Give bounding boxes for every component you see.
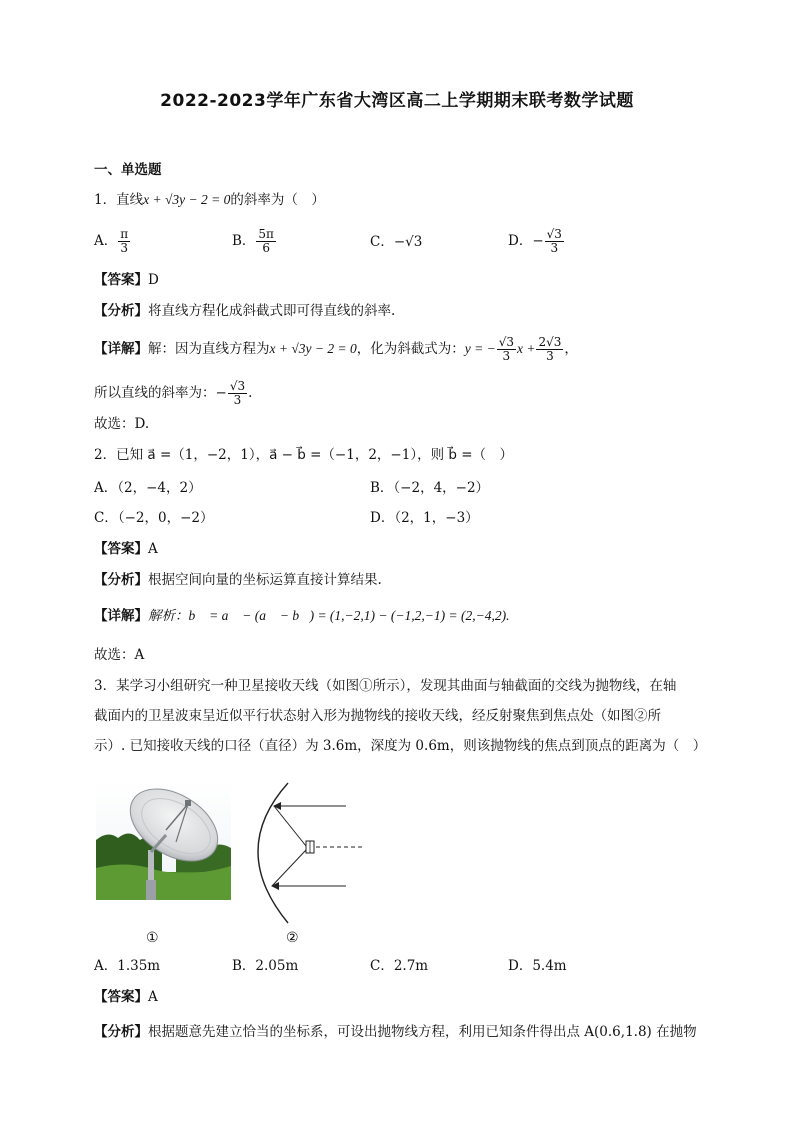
q1-conclusion-den: 3 [233, 393, 242, 407]
q1-detail-eq: x + √3y − 2 = 0 [269, 341, 357, 356]
q1-option-d [508, 228, 565, 255]
q1-detail-text-e: ， [564, 341, 578, 357]
q1-detail [94, 336, 578, 363]
answer-tag: 【答案】 [94, 272, 148, 288]
question-3-line-1: 3．某学习小组研究一种卫星接收天线（如图①所示），发现其曲面与轴截面的交线为抛物线，在轴 [94, 678, 677, 694]
q1-opt-b-label: B． [232, 233, 256, 249]
answer-tag: 【答案】 [94, 989, 148, 1005]
q1-opt-d-den: 3 [550, 241, 559, 255]
q1-answer-value: D [148, 272, 159, 288]
q3-option-b: B．2.05m [232, 958, 299, 974]
figure-2-caption: ② [286, 930, 299, 946]
q1-opt-a-den: 3 [120, 241, 129, 255]
q3-analysis-text: 根据题意先建立恰当的坐标系，可设出抛物线方程，利用已知条件得出点 A(0.6,1.8) 在抛物 [148, 1024, 697, 1040]
q1-detail-x: x + [516, 341, 536, 356]
question-1-stem [94, 190, 325, 210]
q2-detail-text: 解析：b⃗ = a⃗ − (a⃗ − b⃗) = (1,−2,1) − (−1,2,−1) = (2,−4,2). [148, 608, 510, 623]
q2-analysis [94, 570, 382, 590]
q3-option-c: C．2.7m [370, 958, 429, 974]
q1-option-c: C．−√3 [370, 234, 423, 250]
satellite-dish-photo [96, 780, 231, 900]
q1-analysis [94, 301, 395, 321]
q2-analysis-text: 根据空间向量的坐标运算直接计算结果. [148, 572, 382, 588]
q1-detail-text-b: ，化为斜截式为： [356, 341, 465, 357]
analysis-tag: 【分析】 [94, 1024, 148, 1040]
q1-answer [94, 270, 159, 290]
q1-detail-text-a: 解：因为直线方程为 [148, 341, 270, 357]
q1-opt-b-den: 6 [262, 241, 270, 255]
q1-stem-prefix: 1．直线 [94, 192, 144, 208]
q1-detail-frac2-num: 2√3 [538, 335, 562, 349]
q2-option-b: B．（−2，4，−2） [370, 480, 490, 496]
q1-detail-frac1-den: 3 [502, 349, 511, 363]
answer-tag: 【答案】 [94, 541, 148, 557]
question-2-stem: 2．已知 a⃗ =（1，−2，1），a⃗ − b⃗ =（−1，2，−1），则 b⃗ =（ ） [94, 447, 514, 463]
q3-option-d: D．5.4m [508, 958, 567, 974]
q1-conclusion-num: √3 [229, 379, 246, 393]
q2-option-a: A．（2，−4，2） [94, 480, 202, 496]
q1-equation: x + √3y − 2 = 0 [143, 192, 231, 207]
analysis-tag: 【分析】 [94, 572, 148, 588]
q1-conclusion-text: 所以直线的斜率为：− [94, 385, 227, 401]
detail-tag: 【详解】 [94, 341, 148, 357]
q2-answer-value: A [148, 541, 158, 557]
q2-option-c: C．（−2，0，−2） [94, 510, 214, 526]
q1-opt-d-label: D．− [508, 233, 544, 249]
q1-detail-frac2-den: 3 [546, 349, 554, 363]
q2-answer [94, 539, 158, 559]
parabola-reflection-diagram [240, 778, 370, 928]
q1-detail-frac1-num: √3 [498, 335, 514, 349]
q3-option-a: A．1.35m [94, 958, 161, 974]
q1-analysis-text: 将直线方程化成斜截式即可得直线的斜率. [148, 303, 396, 319]
q1-conclusion-end: . [248, 385, 253, 401]
q1-stem-suffix: 的斜率为（ ） [230, 192, 325, 208]
q1-option-b [232, 228, 277, 255]
q1-opt-b-num: 5π [258, 227, 274, 241]
page-title: 2022-2023学年广东省大湾区高二上学期期末联考数学试题 [160, 91, 634, 111]
detail-tag: 【详解】 [94, 608, 148, 624]
q3-analysis [94, 1022, 697, 1042]
section-heading: 一、单选题 [94, 162, 162, 178]
q3-answer [94, 987, 158, 1007]
q1-detail-y: y = − [464, 341, 496, 356]
question-3-line-3: 示）. 已知接收天线的口径（直径）为 3.6m，深度为 0.6m，则该抛物线的焦点到顶点的距离为（ ） [94, 738, 707, 754]
question-3-line-2: 截面内的卫星波束呈近似平行状态射入形为抛物线的接收天线，经反射聚焦到焦点处（如图②所 [94, 708, 661, 724]
q2-option-d: D．（2，1，−3） [370, 510, 479, 526]
analysis-tag: 【分析】 [94, 303, 148, 319]
q2-detail [94, 606, 509, 626]
q1-opt-a-num: π [120, 227, 129, 241]
q1-conclusion [94, 380, 252, 407]
q1-opt-d-num: √3 [546, 227, 562, 241]
q2-choose: 故选：A [94, 647, 145, 663]
q1-opt-a-label: A． [94, 233, 118, 249]
q1-option-a [94, 228, 131, 255]
q3-answer-value: A [148, 989, 158, 1005]
q1-choose: 故选：D. [94, 416, 150, 432]
figure-1-caption: ① [146, 930, 159, 946]
